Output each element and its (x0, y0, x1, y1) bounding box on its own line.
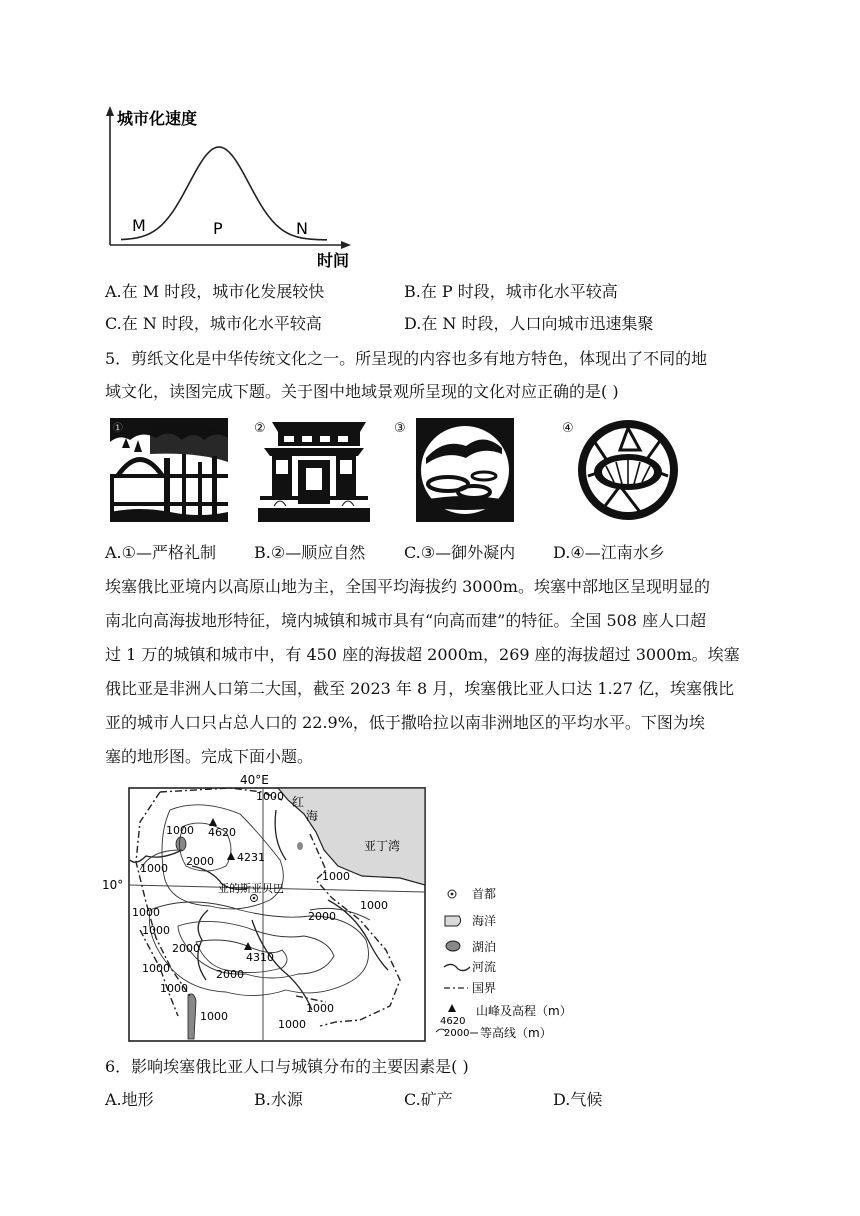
red-sea-label-2: 海 (306, 809, 319, 823)
x-axis-arrow (341, 241, 351, 249)
legend-capital-label: 首都 (472, 887, 497, 901)
legend-ocean-label: 海洋 (472, 914, 497, 928)
papercut-image-4-birds-nest (562, 418, 692, 522)
contour-label: 1000 (166, 824, 194, 837)
x-axis-label: 时间 (317, 251, 350, 270)
q5-stem-line-2: 域文化，读图完成下题。关于图中地域景观所呈现的文化对应正确的是( ) (105, 382, 619, 401)
q5-option-b[interactable]: B.②—顺应自然 (254, 543, 366, 562)
papercut-number-3: ③ (394, 421, 406, 436)
contour-label: 2000 (308, 910, 336, 923)
peak-label-2: 4231 (237, 851, 265, 864)
papercut-number-4: ④ (562, 421, 574, 436)
papercut-image-3-tulou (394, 418, 520, 522)
contour-label: 1000 (200, 1010, 228, 1023)
contour-label: 1000 (132, 906, 160, 919)
q4-option-d[interactable]: D.在 N 时段，人口向城市迅速集聚 (404, 314, 654, 333)
q5-stem-line-1: 5．剪纸文化是中华传统文化之一。所呈现的内容也多有地方特色，体现出了不同的地 (105, 349, 708, 368)
capital-label: 亚的斯亚贝巴 (218, 882, 284, 895)
passage-line-1: 埃塞俄比亚境内以高原山地为主，全国平均海拔约 3000m。埃塞中部地区呈现明显的 (105, 577, 710, 596)
q6-option-c[interactable]: C.矿产 (404, 1090, 453, 1109)
q5-option-c[interactable]: C.③—御外凝内 (404, 543, 516, 562)
y-axis-label: 城市化速度 (117, 109, 198, 128)
q6-option-a[interactable]: A.地形 (105, 1090, 154, 1109)
q4-option-b[interactable]: B.在 P 时段，城市化水平较高 (404, 282, 618, 301)
legend-border-label: 国界 (472, 981, 497, 995)
point-label-n: N (296, 219, 308, 238)
q6-option-d[interactable]: D.气候 (553, 1090, 603, 1109)
lake-tana (176, 837, 186, 851)
passage-line-2: 南北向高海拔地形特征，境内城镇和城市具有“向高而建”的特征。全国 508 座人口超 (105, 611, 707, 630)
papercut-image-1-water-town (110, 418, 228, 522)
legend-river-label: 河流 (472, 960, 497, 974)
peak-label-3: 4310 (246, 951, 274, 964)
lake-small (297, 842, 303, 850)
contour-label: 1000 (322, 870, 350, 883)
q5-option-d[interactable]: D.④—江南水乡 (553, 543, 665, 562)
q6-option-b[interactable]: B.水源 (254, 1090, 303, 1109)
legend-peak-sample: 4620 (440, 1016, 466, 1027)
longitude-label: 40°E (240, 773, 269, 787)
y-axis-arrow (106, 106, 114, 116)
legend-contour-sample: 2000 (444, 1028, 470, 1039)
legend-peak-label: 山峰及高程（m） (476, 1004, 572, 1018)
contour-label: 1000 (256, 790, 284, 803)
point-label-p: P (213, 219, 223, 238)
contour-label: 1000 (160, 982, 188, 995)
contour-label: 1000 (142, 924, 170, 937)
contour-label: 2000 (216, 968, 244, 981)
q4-option-a[interactable]: A.在 M 时段，城市化发展较快 (105, 282, 325, 301)
map-legend (436, 886, 572, 1040)
legend-lake-label: 湖泊 (472, 940, 497, 954)
papercut-number-1: ① (112, 421, 124, 436)
contour-label: 1000 (140, 862, 168, 875)
peak-label-1: 4620 (208, 826, 236, 839)
contour-label: 1000 (306, 1002, 334, 1015)
q4-option-c[interactable]: C.在 N 时段，城市化水平较高 (105, 314, 322, 333)
passage-line-5: 亚的城市人口只占总人口的 22.9%，低于撒哈拉以南非洲地区的平均水平。下图为埃 (105, 713, 705, 732)
ethiopia-topographic-map (100, 770, 590, 1045)
contour-label: 1000 (278, 1018, 306, 1031)
legend-contour-label: 等高线（m） (480, 1026, 552, 1040)
contour-label: 2000 (186, 855, 214, 868)
point-label-m: M (132, 216, 146, 235)
contour-label: 1000 (360, 899, 388, 912)
papercut-image-2-courtyard (254, 418, 374, 522)
passage-line-6: 塞的地形图。完成下面小题。 (105, 747, 314, 766)
q6-stem: 6．影响埃塞俄比亚人口与城镇分布的主要因素是( ) (105, 1057, 469, 1076)
q5-option-a[interactable]: A.①—严格礼制 (105, 543, 216, 562)
contour-label: 2000 (172, 942, 200, 955)
red-sea-label-1: 红 (292, 795, 305, 809)
latitude-label: 10° (102, 878, 124, 892)
passage-line-3: 过 1 万的城镇和城市中，有 450 座的海拔超 2000m，269 座的海拔超过 3000m。埃塞 (105, 645, 740, 664)
gulf-of-aden-label: 亚丁湾 (364, 839, 401, 853)
passage-line-4: 俄比亚是非洲人口第二大国，截至 2023 年 8 月，埃塞俄比亚人口达 1.27 亿，埃塞俄比 (105, 679, 735, 698)
urbanization-chart (95, 100, 365, 270)
papercut-number-2: ② (254, 421, 266, 436)
contour-label: 1000 (142, 962, 170, 975)
